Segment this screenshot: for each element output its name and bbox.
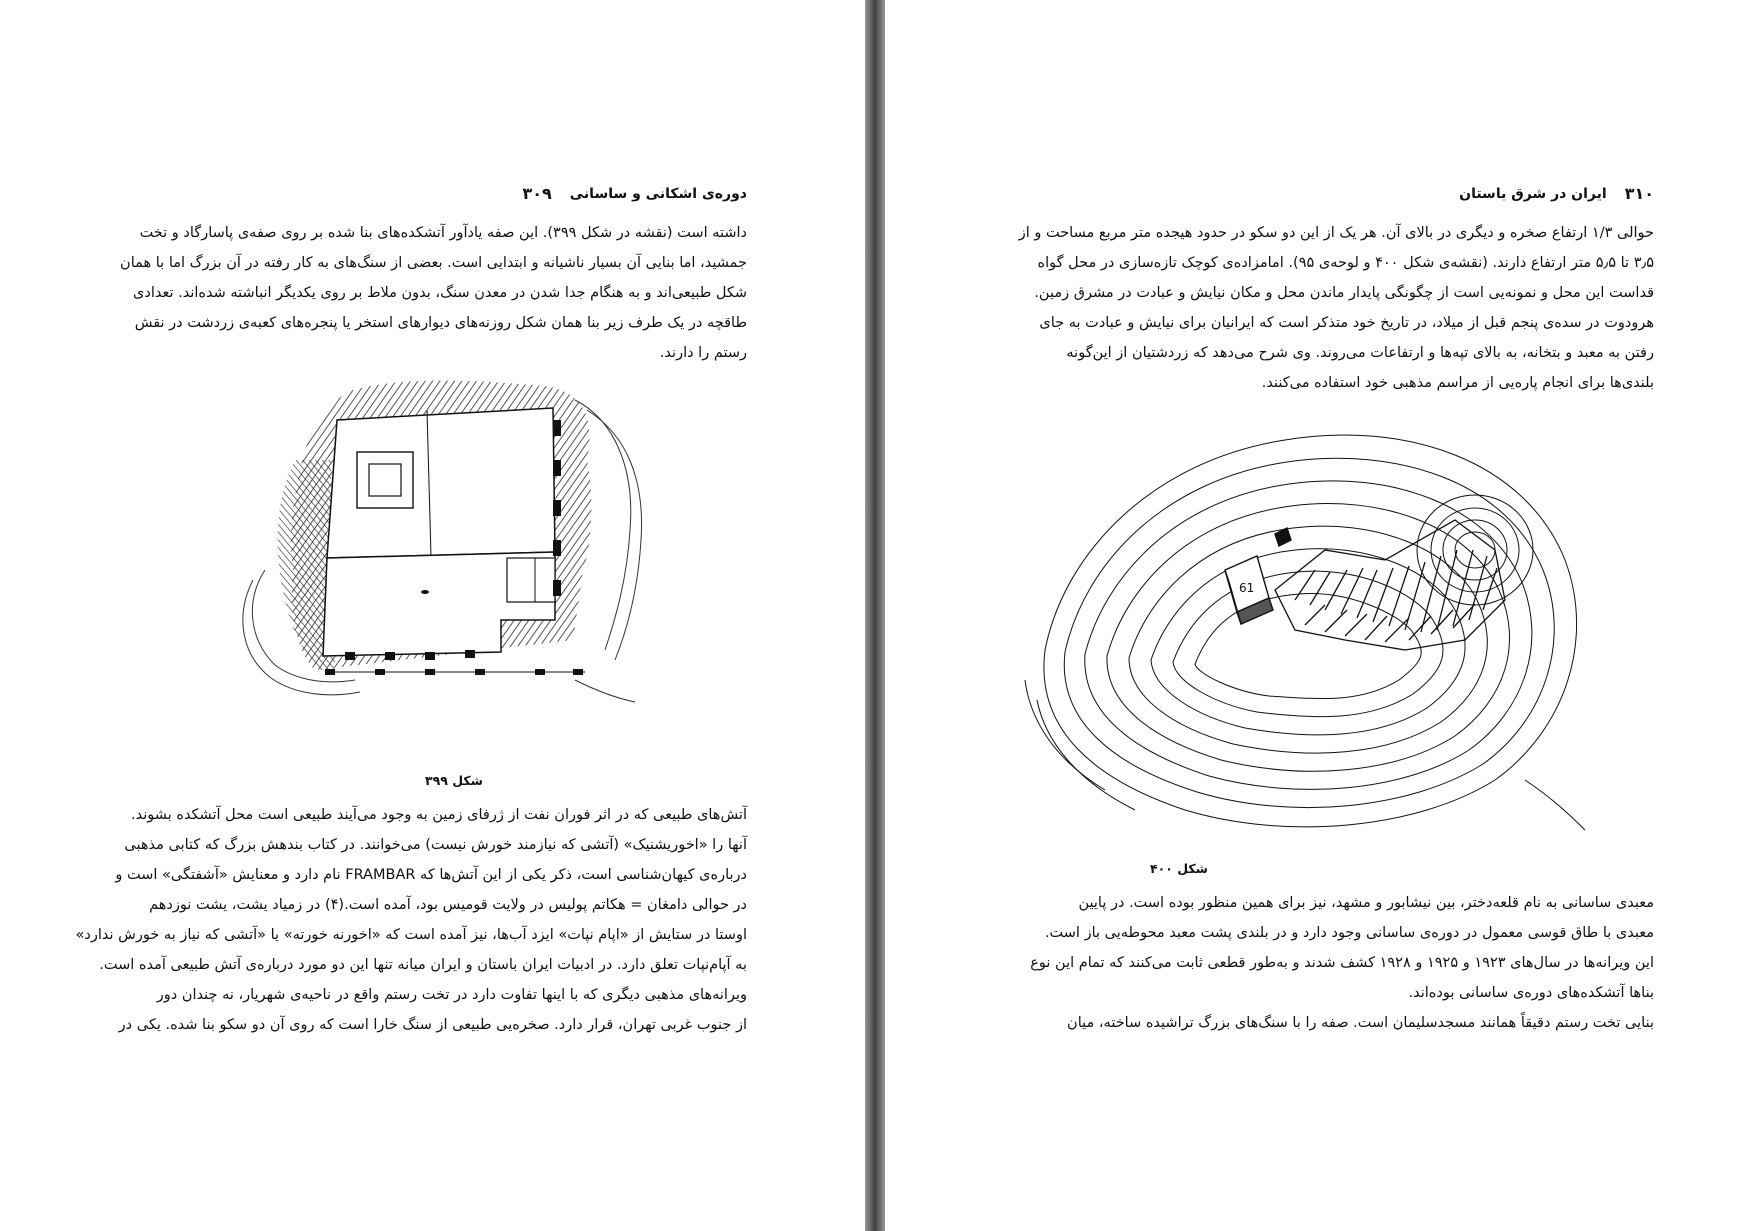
text-line: قداست این محل و نمونه‌یی است از چگونگی پایدار ماندن محل و مکان نیایش و عبادت در مشرق زمین. (1034, 285, 1654, 301)
svg-text:61: 61 (1239, 581, 1255, 595)
figure-399-caption: شکل ۳۹۹ (425, 773, 483, 788)
paragraph-intro-left (120, 218, 747, 368)
text-line: به آپام‌نپات تعلق دارد. در ادبیات ایران باستان و ایران میانه تنها این دو مورد درباره‌ی آتش طبیعی آمده است. (99, 957, 747, 973)
text-line: بنایی تخت رستم دقیقاً همانند مسجدسلیمان است. صفه را با سنگ‌های بزرگ تراشیده ساخته، میان (1067, 1015, 1654, 1031)
text-line: شکل طبیعی‌اند و به هنگام جدا شدن در معدن سنگ، بدون ملاط بر روی یکدیگر انباشته شده‌اند. تعدادی (133, 285, 747, 301)
text-line: طاقچه در یک طرف زیر بنا همان شکل روزنه‌های دیوارهای استخر یا پنجره‌های کعبه‌ی زردشت در نقش (134, 315, 747, 331)
running-head-right (1459, 184, 1654, 203)
text-line: از جنوب غربی تهران، قرار دارد. صخره‌یی طبیعی از سنگ خارا است که روی آن دو سکو بنا شده. یکی در (118, 1017, 747, 1033)
text-line: هرودوت در سده‌ی پنجم قبل از میلاد، در تاریخ خود متذکر است که ایرانیان برای نیایش و عبادت به جای (1039, 315, 1654, 331)
paragraph-body-left (75, 800, 747, 1040)
running-title: دوره‌ی اشکانی و ساسانی (569, 185, 747, 202)
text-line: رفتن به معبد و بتخانه، به بالای تپه‌ها و ارتفاعات می‌روند. وی شرح می‌دهد که زردشتیان از این‌گونه (1066, 345, 1654, 361)
paragraph-intro-right (1018, 218, 1654, 398)
text-line: داشته است (نقشه در شکل ۳۹۹). این صفه یادآور آتشکده‌های بنا شده بر روی صفه‌ی پاسارگاد و تخت (139, 225, 747, 241)
figure-400-caption: شکل ۴۰۰ (1150, 861, 1208, 876)
text-line: آنها را «اخوریشنیک» (آتشی که نیازمند خورش نیست) می‌خوانند. در کتاب بندهش بزرگ که کتابی مذهبی (124, 837, 747, 853)
text-line: معبدی ساسانی به نام قلعه‌دختر، بین نیشابور و مشهد، نیز برای همین منظور بوده است. در پایین (1078, 895, 1654, 911)
text-line: آتش‌های طبیعی که در اثر فوران نفت از ژرفای زمین به وجود می‌آیند طبیعی است محل آتشکده بشوند. (131, 807, 747, 823)
text-line: بلندی‌ها برای انجام پاره‌یی از مراسم مذهبی خود استفاده می‌کنند. (1261, 375, 1654, 391)
left-page (0, 0, 865, 1231)
running-head-left (522, 184, 747, 203)
text-line: معبدی با طاق قوسی معمول در دوره‌ی ساسانی وجود دارد و در بلندی پشت معبد محوطه‌یی باز است. (1044, 925, 1654, 941)
text-line: در حوالی دامغان = هکاتم پولیس در ولایت قومیس بود، آمده است.(۴) در زمیاد یشت، یشت نوزدهم (149, 897, 747, 913)
text-line: ویرانه‌های مذهبی دیگری که با اینها تفاوت دارد در تخت رستم واقع در ناحیه‌ی شهریار، نه چندان دور (156, 987, 747, 1003)
figure-400-contour-drawing (1025, 400, 1585, 840)
text-line: بناها آتشکده‌های دوره‌ی ساسانی بوده‌اند. (1408, 985, 1654, 1001)
book-gutter (865, 0, 885, 1231)
text-line: این ویرانه‌ها در سال‌های ۱۹۲۳ و ۱۹۲۵ و ۱۹۲۸ کشف شدند و به‌طور قطعی ثابت می‌کنند که تمام این نوع (1030, 955, 1654, 971)
text-line: ۳٫۵ تا ۵٫۵ متر ارتفاع دارند. (نقشه‌ی شکل ۴۰۰ و لوحه‌ی ۹۵). امامزاده‌ی کوچک تازه‌سازی در محل گواه (1037, 255, 1654, 271)
text-line: اوستا در ستایش از «اپام نپات» ایزد آب‌ها، نیز آمده است که «اخورنه خورته» یا «آتشی که نیاز به خورش ندارد» (75, 927, 747, 943)
text-line: درباره‌ی کیهان‌شناسی است، ذکر یکی از این آتش‌ها که FRAMBAR نام دارد و معنایش «آشفتگی» است و (115, 867, 747, 883)
text-line: رستم را دارند. (659, 345, 747, 361)
text-line: حوالی ۱/۳ ارتفاع صخره و دیگری در بالای آن. هر یک از این دو سکو در حدود هیجده متر مربع مساحت و از (1018, 225, 1654, 241)
right-page (885, 0, 1750, 1231)
running-title: ایران در شرق باستان (1459, 185, 1607, 202)
paragraph-body-right (1030, 888, 1654, 1038)
page-number: ۳۱۰ (1624, 184, 1654, 203)
figure-399-site-plan (235, 380, 665, 750)
text-line: جمشید، اما بنایی آن بسیار ناشیانه و ابتدایی است. بعضی از سنگ‌های به کار رفته در آن بزرگ اما با همان (120, 255, 747, 271)
page-number: ۳۰۹ (522, 184, 552, 203)
